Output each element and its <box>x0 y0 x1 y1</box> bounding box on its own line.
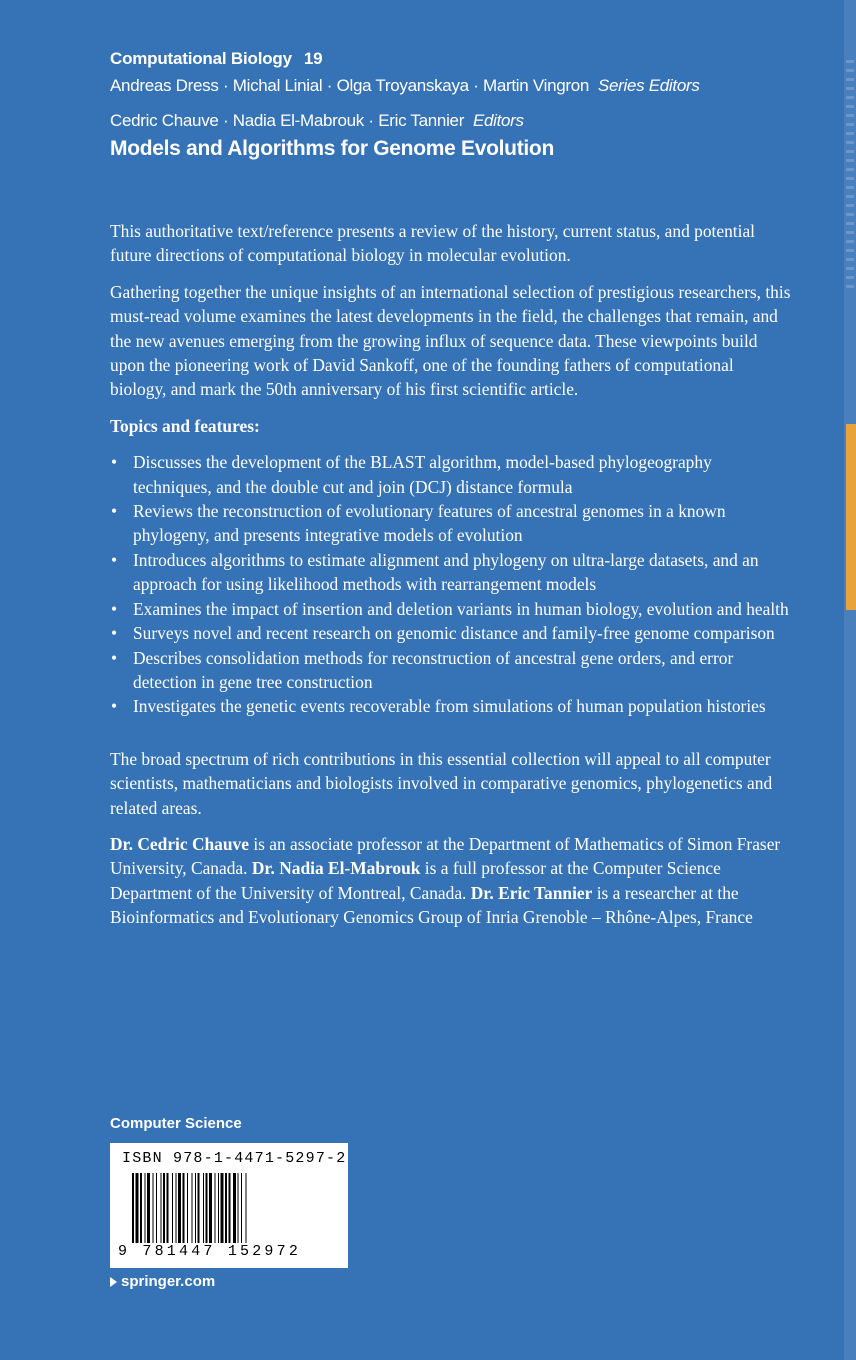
series-number: 19 <box>303 49 323 68</box>
barcode-bar <box>233 1173 236 1243</box>
barcode-bar <box>136 1173 139 1243</box>
barcode-bar <box>145 1173 146 1243</box>
barcode-bars <box>132 1173 328 1243</box>
barcode-bar <box>183 1173 185 1243</box>
website-label: springer.com <box>121 1273 216 1290</box>
barcode-bar <box>221 1173 224 1243</box>
barcode-bar <box>140 1173 142 1243</box>
feature-item: • Reviews the reconstruction of evolutionary features of ancestral genomes in a known phylogeny, and presents integrative models of evolution <box>110 499 792 548</box>
barcode-bar <box>192 1173 193 1243</box>
audience-paragraph: The broad spectrum of rich contributions in this essential collection will appeal to all computer scientists, mathematicians and biologists involved in comparative genomics, phylogenetics and related areas. <box>110 748 773 818</box>
ean-digits: 9 781447 152972 <box>118 1243 302 1260</box>
barcode-bar <box>206 1173 208 1243</box>
bio-elmabrouk-text: is a full professor at the Computer Science Department of the University of Montreal, Canada. <box>110 858 721 903</box>
barcode-bar <box>161 1173 162 1243</box>
barcode-bar <box>246 1173 247 1243</box>
book-editors-role: Editors <box>472 111 524 130</box>
series-editors: Andreas Dress · Michal Linial · Olga Troyanskaya · Martin Vingron <box>110 76 590 95</box>
series-line <box>110 46 810 72</box>
barcode-bar <box>241 1173 242 1243</box>
barcode-bar <box>209 1173 212 1243</box>
barcode-bar <box>238 1173 239 1243</box>
bio-chauve-text: is an associate professor at the Department of Mathematics of Simon Fraser University, Canada. <box>110 833 781 879</box>
gathering-paragraph: Gathering together the unique insights of an international selection of prestigious researchers, this must-read volume examines the latest developments in the field, the challenges that remain, and the new avenues emerging from the growing influx of sequence data. These viewpoints build upon the pioneering work of David Sankoff, one of the founding fathers of computational biology, and mark the 50th anniversary of his first scientific article. <box>110 281 791 400</box>
barcode-bar <box>203 1173 204 1243</box>
barcode-bar <box>215 1173 216 1243</box>
barcode-bar <box>178 1173 181 1243</box>
cover-header <box>110 46 810 164</box>
intro-paragraph: This authoritative text/reference presents a review of the history, current status, and potential future directions of computational biology in molecular evolution. <box>110 221 755 266</box>
book-editors: Cedric Chauve · Nadia El-Mabrouk · Eric Tannier <box>110 111 465 130</box>
book-title: Models and Algorithms for Genome Evolution <box>110 137 554 160</box>
barcode-bar <box>218 1173 219 1243</box>
arrow-right-icon <box>110 1277 117 1287</box>
barcode-bar <box>167 1173 169 1243</box>
spine-accent-stripe <box>846 424 856 610</box>
bio-tannier-name: Dr. Eric Tannier <box>470 882 593 903</box>
barcode-bar <box>132 1173 134 1243</box>
barcode-bar <box>225 1173 227 1243</box>
feature-item: • Describes consolidation methods for reconstruction of ancestral gene orders, and error detection in gene tree construction <box>110 646 792 695</box>
bio-chauve-name: Dr. Cedric Chauve <box>110 833 249 854</box>
feature-item: • Investigates the genetic events recoverable from simulations of human population histories <box>110 694 792 718</box>
publisher-website[interactable] <box>110 1273 215 1290</box>
isbn-text: ISBN 978-1-4471-5297-2 <box>122 1150 347 1167</box>
back-cover-text <box>110 219 792 930</box>
isbn-barcode <box>110 1143 348 1268</box>
barcode-bar <box>187 1173 188 1243</box>
spine-print <box>846 60 854 290</box>
series-name: Computational Biology <box>110 49 292 68</box>
series-editors-role: Series Editors <box>597 76 700 95</box>
features-list <box>110 450 792 718</box>
barcode-bar <box>147 1173 150 1243</box>
feature-item: • Examines the impact of insertion and deletion variants in human biology, evolution and health <box>110 597 792 621</box>
book-editors-line <box>110 108 810 134</box>
barcode-bar <box>156 1173 157 1243</box>
bio-tannier-text: is a researcher at the Bioinformatics and Evolutionary Genomics Group of Inria Grenoble – Rhône-Alpes, France <box>110 882 753 928</box>
series-editors-line <box>110 72 810 100</box>
feature-item: • Surveys novel and recent research on genomic distance and family-free genome comparison <box>110 621 792 645</box>
bio-elmabrouk-name: Dr. Nadia El-Mabrouk <box>251 858 421 879</box>
bio-paragraph <box>110 832 792 930</box>
topics-heading: Topics and features: <box>110 415 260 436</box>
feature-item: • Introduces algorithms to estimate alignment and phylogeny on ultra-large datasets, and an approach for using likelihood methods with rearrangement models <box>110 548 792 597</box>
barcode-bar <box>172 1173 173 1243</box>
barcode-bar <box>198 1173 200 1243</box>
barcode-bar <box>229 1173 231 1243</box>
feature-item: • Discusses the development of the BLAST algorithm, model-based phylogeography techniques, and the double cut and join (DCJ) distance formula <box>110 450 792 499</box>
category-label: Computer Science <box>110 1115 242 1132</box>
barcode-bar <box>195 1173 196 1243</box>
barcode-bar <box>163 1173 165 1243</box>
barcode-bar <box>153 1173 154 1243</box>
barcode-bar <box>176 1173 177 1243</box>
